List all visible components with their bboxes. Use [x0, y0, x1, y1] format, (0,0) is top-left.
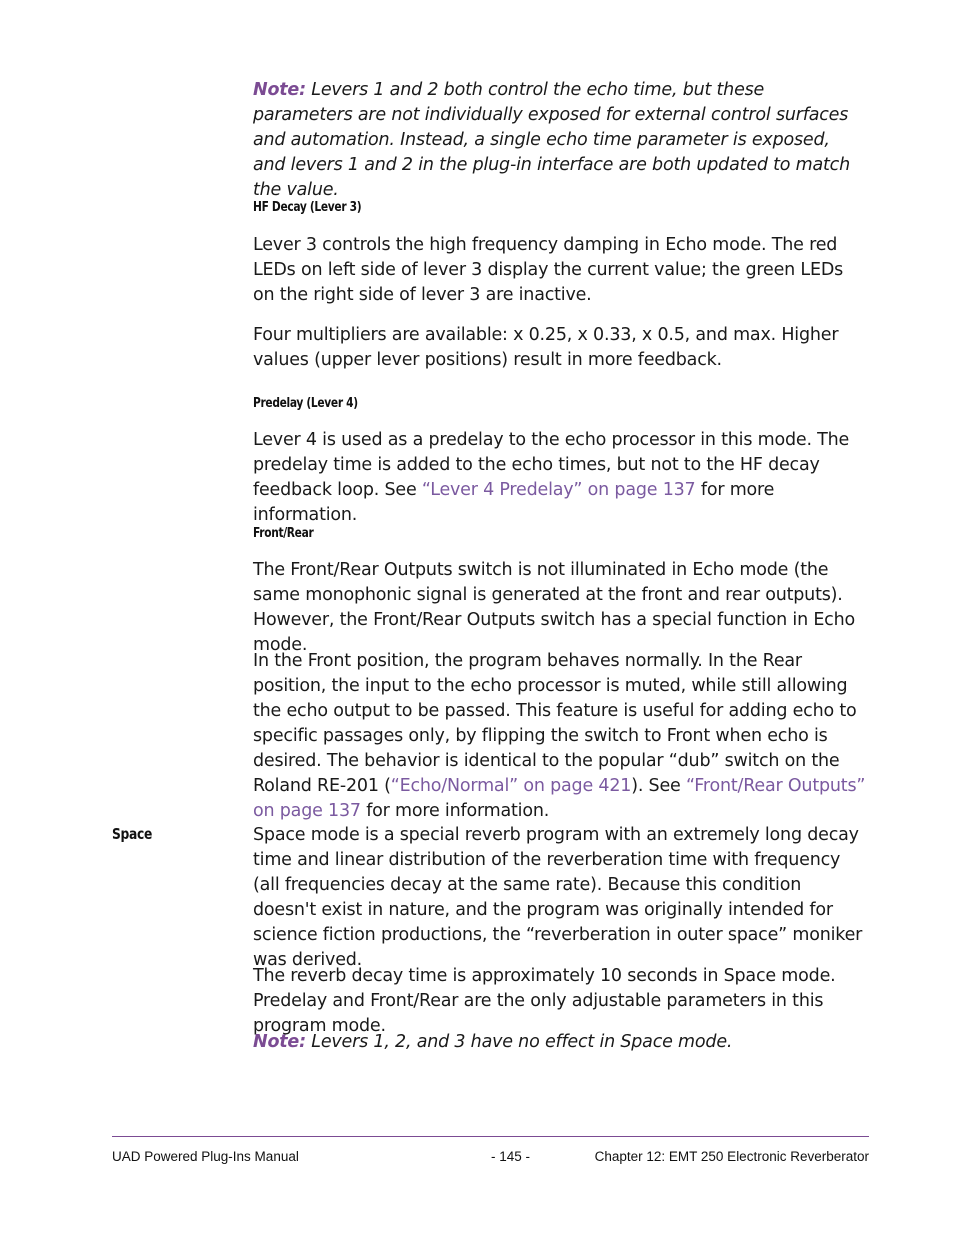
- space-section-heading: Space: [112, 825, 152, 843]
- note-text: Levers 1, 2, and 3 have no effect in Space mode.: [305, 1032, 733, 1052]
- footer-page-number: - 145 -: [491, 1149, 531, 1164]
- link-front-rear-outputs[interactable]: “Front/Rear Outputs” on page 137: [253, 776, 866, 821]
- note-label: Note:: [253, 80, 306, 100]
- space-paragraph-2: The reverb decay time is approximately 10 seconds in Space mode. Predelay and Front/Rear are the only adjustable parameters in this program mode.: [253, 966, 836, 1036]
- note-space-mode: [253, 1030, 867, 1055]
- hf-decay-heading: HF Decay (Lever 3): [253, 200, 362, 215]
- note-echo-time: [253, 78, 867, 203]
- predelay-text-b: for more information.: [253, 480, 775, 525]
- space-paragraph-1: Space mode is a special reverb program with an extremely long decay time and linear distribution of the reverberation time with frequency (all frequencies decay at the same rate). Because this condition doesn't exist in nature, and the program was originally intended for science fiction productions, the “reverberation in outer space” moniker was derived.: [253, 825, 863, 970]
- note-text: Levers 1 and 2 both control the echo time, but these parameters are not individually exposed for external control surfaces and automation. Instead, a single echo time parameter is exposed, and levers 1 and 2 in the plug-in interface are both updated to match the value.: [253, 80, 850, 200]
- predelay-text-a: Lever 4 is used as a predelay to the echo processor in this mode. The predelay time is added to the echo times, but not to the HF decay feedback loop. See: [253, 430, 850, 500]
- front-rear-text-c: for more information.: [360, 801, 550, 821]
- predelay-heading: Predelay (Lever 4): [253, 396, 358, 411]
- hf-decay-paragraph-1: Lever 3 controls the high frequency damping in Echo mode. The red LEDs on left side of lever 3 display the current value; the green LEDs on the right side of lever 3 are inactive.: [253, 235, 844, 305]
- footer-chapter-title: Chapter 12: EMT 250 Electronic Reverberator: [594, 1149, 869, 1164]
- footer-divider: [112, 1136, 869, 1137]
- front-rear-heading: Front/Rear: [253, 526, 314, 541]
- front-rear-paragraph-2: [253, 649, 867, 824]
- predelay-paragraph: [253, 428, 867, 528]
- front-rear-text-a: In the Front position, the program behaves normally. In the Rear position, the input to the echo processor is muted, while still allowing the echo output to be passed. This feature is useful for adding echo to specific passages only, by flipping the switch to Front when echo is desired. The behavior is identical to the popular “dub” switch on the Roland RE-201 (: [253, 651, 857, 796]
- footer-manual-title: UAD Powered Plug-Ins Manual: [112, 1149, 299, 1164]
- hf-decay-paragraph-2: Four multipliers are available: x 0.25, x 0.33, x 0.5, and max. Higher values (upper lever positions) result in more feedback.: [253, 325, 839, 370]
- note-label: Note:: [253, 1032, 306, 1052]
- link-echo-normal[interactable]: “Echo/Normal” on page 421: [390, 776, 632, 796]
- front-rear-paragraph-1: The Front/Rear Outputs switch is not illuminated in Echo mode (the same monophonic signal is generated at the front and rear outputs). However, the Front/Rear Outputs switch has a special function in Echo mode.: [253, 560, 855, 655]
- link-lever-4-predelay[interactable]: “Lever 4 Predelay” on page 137: [421, 480, 696, 500]
- front-rear-text-b: ). See: [631, 776, 686, 796]
